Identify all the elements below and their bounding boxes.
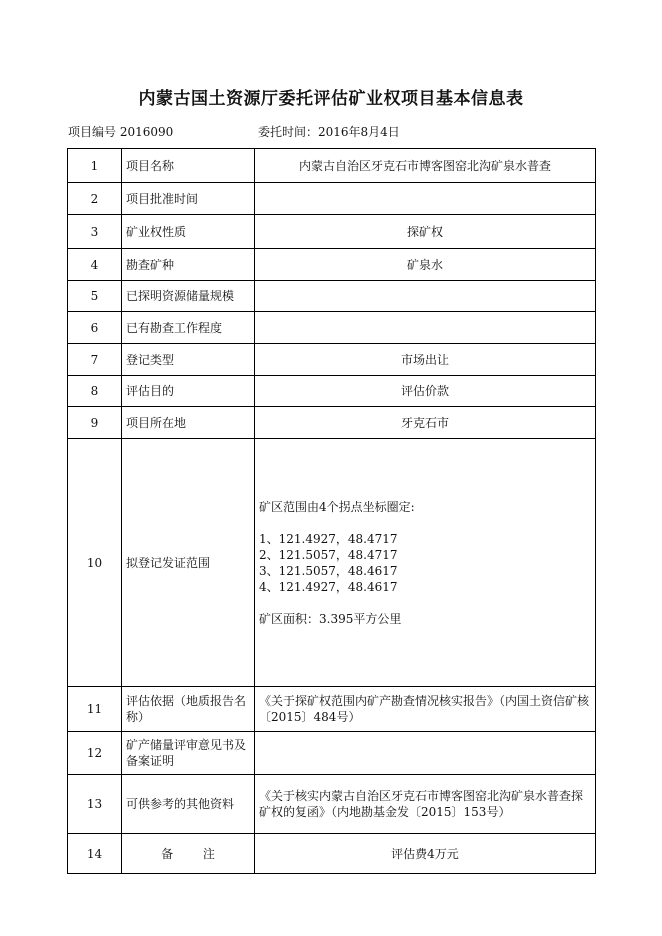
row-number: 13 <box>68 775 122 834</box>
row-number: 2 <box>68 183 122 215</box>
mining-area-range: 矿区范围由4个拐点坐标圈定: 1、121.4927，48.4717 2、121.5057，48.4717 3、121.5057，48.4617 4、121.4927，48.4617 矿区面积：3.395平方公里 <box>255 439 596 687</box>
row-label: 勘查矿种 <box>122 249 255 281</box>
table-row <box>68 281 596 312</box>
row-label: 矿产储量评审意见书及备案证明 <box>122 732 255 775</box>
table-row <box>68 183 596 215</box>
info-table <box>67 148 596 874</box>
row-number: 6 <box>68 312 122 344</box>
row-number: 5 <box>68 281 122 312</box>
table-row <box>68 439 596 687</box>
row-label: 已探明资源储量规模 <box>122 281 255 312</box>
row-value: 牙克石市 <box>255 407 596 439</box>
row-number: 11 <box>68 687 122 732</box>
row-number: 10 <box>68 439 122 687</box>
row-label: 已有勘查工作程度 <box>122 312 255 344</box>
row-number: 7 <box>68 344 122 376</box>
row-label: 评估目的 <box>122 376 255 407</box>
project-number: 项目编号 2016090 <box>68 125 174 139</box>
row-value: 矿泉水 <box>255 249 596 281</box>
row-number: 12 <box>68 732 122 775</box>
row-number: 8 <box>68 376 122 407</box>
row-value: 评估价款 <box>255 376 596 407</box>
row-label: 评估依据（地质报告名称） <box>122 687 255 732</box>
row-number: 14 <box>68 834 122 874</box>
row-value <box>255 281 596 312</box>
page-title: 内蒙古国土资源厅委托评估矿业权项目基本信息表 <box>138 89 524 109</box>
row-label: 项目名称 <box>122 149 255 183</box>
row-value: 《关于核实内蒙古自治区牙克石市博客图窑北沟矿泉水普查探矿权的复函》（内地勘基金发〔2015〕153号） <box>255 775 596 834</box>
table-row <box>68 344 596 376</box>
row-label: 项目所在地 <box>122 407 255 439</box>
table-row <box>68 834 596 874</box>
row-label: 备 注 <box>122 834 255 874</box>
table-row <box>68 775 596 834</box>
row-number: 9 <box>68 407 122 439</box>
row-value: 内蒙古自治区牙克石市博客图窑北沟矿泉水普查 <box>255 149 596 183</box>
row-number: 4 <box>68 249 122 281</box>
table-row <box>68 249 596 281</box>
table-row <box>68 732 596 775</box>
row-value: 评估费4万元 <box>255 834 596 874</box>
row-number: 1 <box>68 149 122 183</box>
row-label: 可供参考的其他资料 <box>122 775 255 834</box>
table-row <box>68 149 596 183</box>
table-row <box>68 407 596 439</box>
row-label: 登记类型 <box>122 344 255 376</box>
table-row <box>68 687 596 732</box>
table-row <box>68 312 596 344</box>
row-value: 市场出让 <box>255 344 596 376</box>
row-value <box>255 183 596 215</box>
row-label: 项目批准时间 <box>122 183 255 215</box>
row-value <box>255 732 596 775</box>
row-label: 矿业权性质 <box>122 215 255 249</box>
row-value: 探矿权 <box>255 215 596 249</box>
row-value: 《关于探矿权范围内矿产勘查情况核实报告》（内国土资信矿核〔2015〕484号） <box>255 687 596 732</box>
row-number: 3 <box>68 215 122 249</box>
table-row <box>68 215 596 249</box>
table-row <box>68 376 596 407</box>
commission-time: 委托时间：2016年8月4日 <box>258 125 400 139</box>
row-value <box>255 312 596 344</box>
row-label: 拟登记发证范围 <box>122 439 255 687</box>
